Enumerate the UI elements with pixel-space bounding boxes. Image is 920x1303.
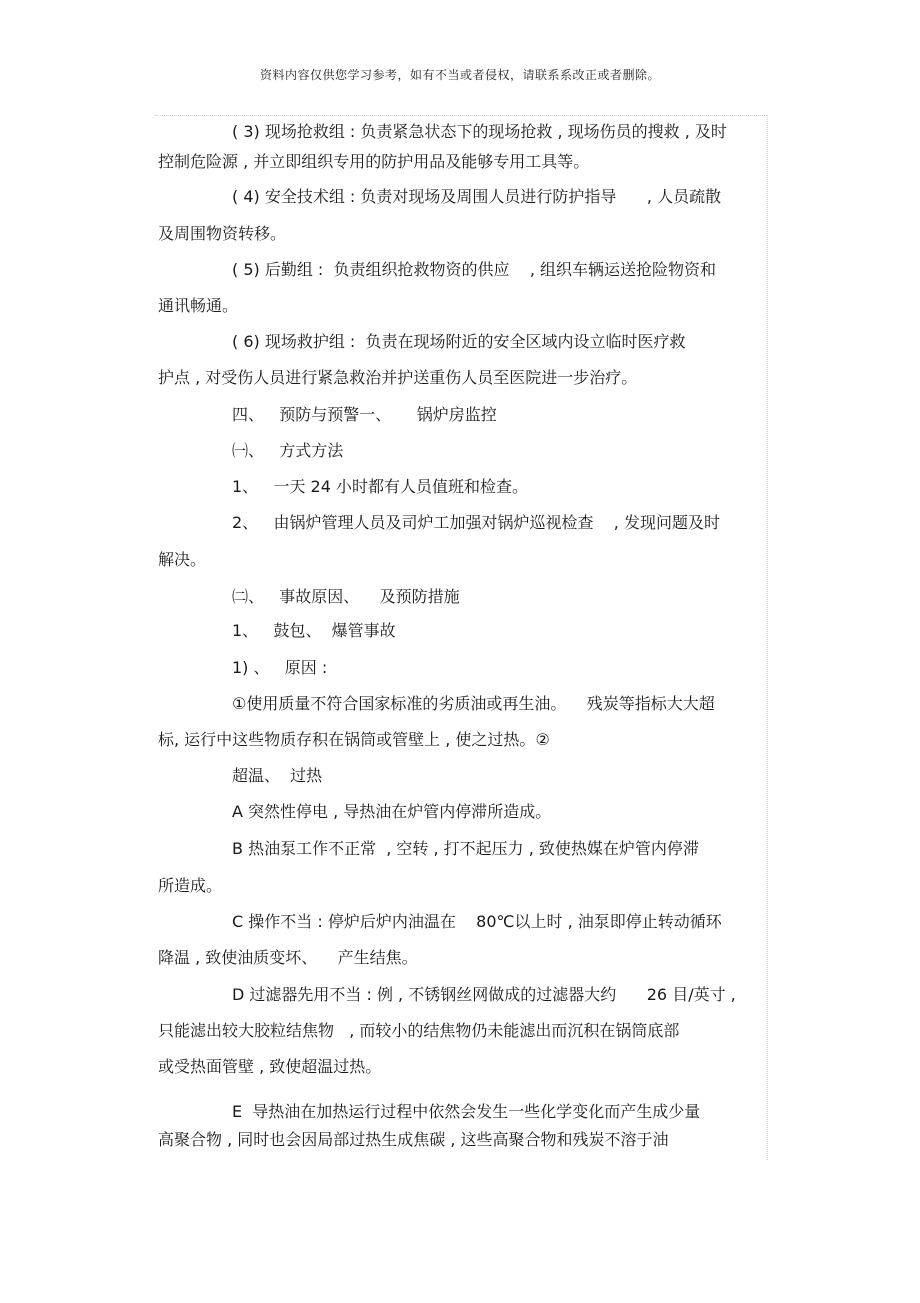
text-line: 解决。 bbox=[158, 550, 207, 569]
list-item: D 过滤器先用不当 : 例 , 不锈钢丝网做成的过滤器大约 26 目/英寸 , bbox=[232, 985, 736, 1004]
text-line: 只能滤出较大胶粒结焦物 , 而较小的结焦物仍未能滤出而沉积在锅筒底部 bbox=[158, 1021, 680, 1040]
text-line: 通讯畅通。 bbox=[158, 296, 239, 315]
list-item: 1、 一天 24 小时都有人员值班和检查。 bbox=[232, 477, 528, 496]
list-item: 1) 、 原因 : bbox=[232, 658, 328, 677]
section-heading: ㈠、 方式方法 bbox=[232, 441, 344, 460]
text-line: 超温、 过热 bbox=[232, 766, 323, 785]
text-line: 标, 运行中这些物质存积在锅筒或管壁上 , 使之过热。② bbox=[158, 730, 550, 749]
text-line: 高聚合物 , 同时也会因局部过热生成焦碳 , 这些高聚合物和残炭不溶于油 bbox=[158, 1130, 669, 1149]
list-item: A 突然性停电 , 导热油在炉管内停滞所造成。 bbox=[232, 802, 552, 821]
text-line: 护点 , 对受伤人员进行紧急救治并护送重伤人员至医院进一步治疗。 bbox=[158, 368, 638, 387]
text-line: ①使用质量不符合国家标准的劣质油或再生油。 残炭等指标大大超 bbox=[232, 694, 715, 713]
page-top-border bbox=[155, 115, 767, 116]
copyright-notice: 资料内容仅供您学习参考，如有不当或者侵权，请联系系改正或者删除。 bbox=[259, 68, 660, 82]
text-line: 及周围物资转移。 bbox=[158, 224, 287, 243]
list-item: B 热油泵工作不正常 , 空转 , 打不起压力 , 致使热媒在炉管内停滞 bbox=[232, 839, 699, 858]
text-line: 控制危险源 , 并立即组织专用的防护用品及能够专用工具等。 bbox=[158, 152, 590, 171]
text-line: 或受热面管壁 , 致使超温过热。 bbox=[158, 1057, 382, 1076]
list-item: 2、 由锅炉管理人员及司炉工加强对锅炉巡视检查 , 发现问题及时 bbox=[232, 513, 720, 532]
list-item: C 操作不当 : 停炉后炉内油温在 80℃以上时 , 油泵即停止转动循环 bbox=[232, 912, 722, 931]
section-heading: 四、 预防与预警一、 锅炉房监控 bbox=[232, 405, 497, 424]
list-item: 1、 鼓包、 爆管事故 bbox=[232, 621, 396, 640]
text-line: ( 6) 现场救护组 : 负责在现场附近的安全区域内设立临时医疗救 bbox=[232, 332, 686, 351]
section-heading: ㈡、 事故原因、 及预防措施 bbox=[232, 587, 460, 606]
text-line: ( 5) 后勤组 : 负责组织抢救物资的供应 , 组织车辆运送抢险物资和 bbox=[232, 260, 717, 279]
text-line: ( 3) 现场抢救组 : 负责紧急状态下的现场抢救 , 现场伤员的搜救 , 及时 bbox=[232, 122, 727, 141]
text-line: 降温 , 致使油质变坏、 产生结焦。 bbox=[158, 948, 418, 967]
text-line: ( 4) 安全技术组 : 负责对现场及周围人员进行防护指导 , 人员疏散 bbox=[232, 187, 722, 206]
list-item: E 导热油在加热运行过程中依然会发生一些化学变化而产生成少量 bbox=[232, 1102, 701, 1121]
page-right-border bbox=[767, 115, 768, 1160]
text-line: 所造成。 bbox=[158, 876, 223, 895]
